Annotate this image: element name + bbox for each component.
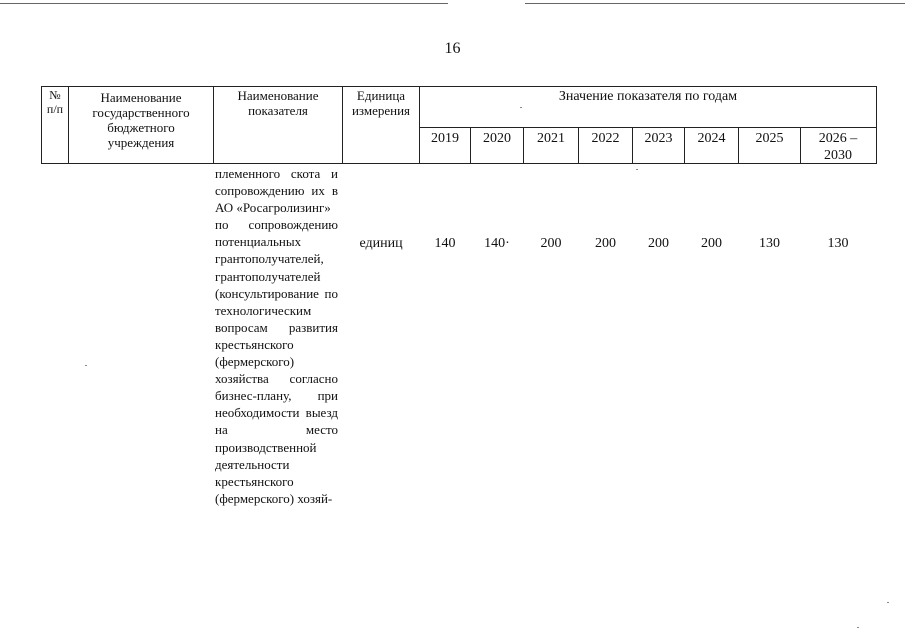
top-rule-right bbox=[525, 3, 905, 4]
header-unit: Единица измерения bbox=[351, 88, 411, 118]
row-value: 140 bbox=[434, 236, 456, 251]
scan-speck bbox=[85, 365, 87, 366]
row-value: 130 bbox=[827, 236, 849, 251]
year-header: 2020 bbox=[483, 131, 511, 146]
header-values-by-year: Значение показателя по годам bbox=[558, 89, 738, 104]
scan-speck bbox=[857, 627, 859, 628]
table-left-border bbox=[41, 86, 42, 163]
year-header: 2026 – 2030 bbox=[818, 131, 858, 163]
page-number: 16 bbox=[444, 40, 461, 57]
year-header: 2019 bbox=[431, 131, 459, 146]
row-unit: единиц bbox=[359, 236, 403, 251]
header-indicator: Наименование показателя bbox=[237, 88, 319, 118]
row-value: 200 bbox=[648, 236, 669, 251]
row-value: 140· bbox=[484, 236, 510, 251]
scan-speck bbox=[887, 602, 889, 603]
header-institution: Наименование государственного бюджетного учреждения bbox=[92, 90, 190, 150]
col-divider-indicator bbox=[342, 86, 343, 163]
year-header: 2025 bbox=[755, 131, 784, 146]
col-divider-2025 bbox=[800, 127, 801, 163]
top-rule-left bbox=[0, 3, 448, 4]
table-year-divider bbox=[419, 127, 877, 128]
col-divider-num bbox=[68, 86, 69, 163]
col-divider-institution bbox=[213, 86, 214, 163]
year-header: 2023 bbox=[644, 131, 673, 146]
row-value: 130 bbox=[759, 236, 780, 251]
year-header: 2021 bbox=[537, 131, 565, 146]
header-num: № п/п bbox=[46, 88, 64, 116]
indicator-row-text: по сопровождению потенциальных грантополучателей, грантополучателей (консультирование по технологическим вопросам развития крестьянского (фермерского) хозяйства согласно бизнес-плану, при необходимости выезд на место производственной деятельности крестьянского (фермерского) хозяй- bbox=[215, 217, 338, 506]
table-header-bottom bbox=[41, 163, 877, 164]
table-right-border bbox=[876, 86, 877, 163]
year-header: 2024 bbox=[697, 131, 726, 146]
year-header: 2022 bbox=[591, 131, 620, 146]
row-value: 200 bbox=[701, 236, 722, 251]
scan-speck bbox=[520, 107, 522, 108]
table-top-border bbox=[41, 86, 877, 87]
row-value: 200 bbox=[540, 236, 562, 251]
row-value: 200 bbox=[595, 236, 616, 251]
scan-speck bbox=[636, 169, 638, 170]
indicator-text bbox=[215, 165, 338, 507]
indicator-continued-text: племенного скота и сопровождению их в АО «Росагролизинг» bbox=[215, 166, 338, 216]
